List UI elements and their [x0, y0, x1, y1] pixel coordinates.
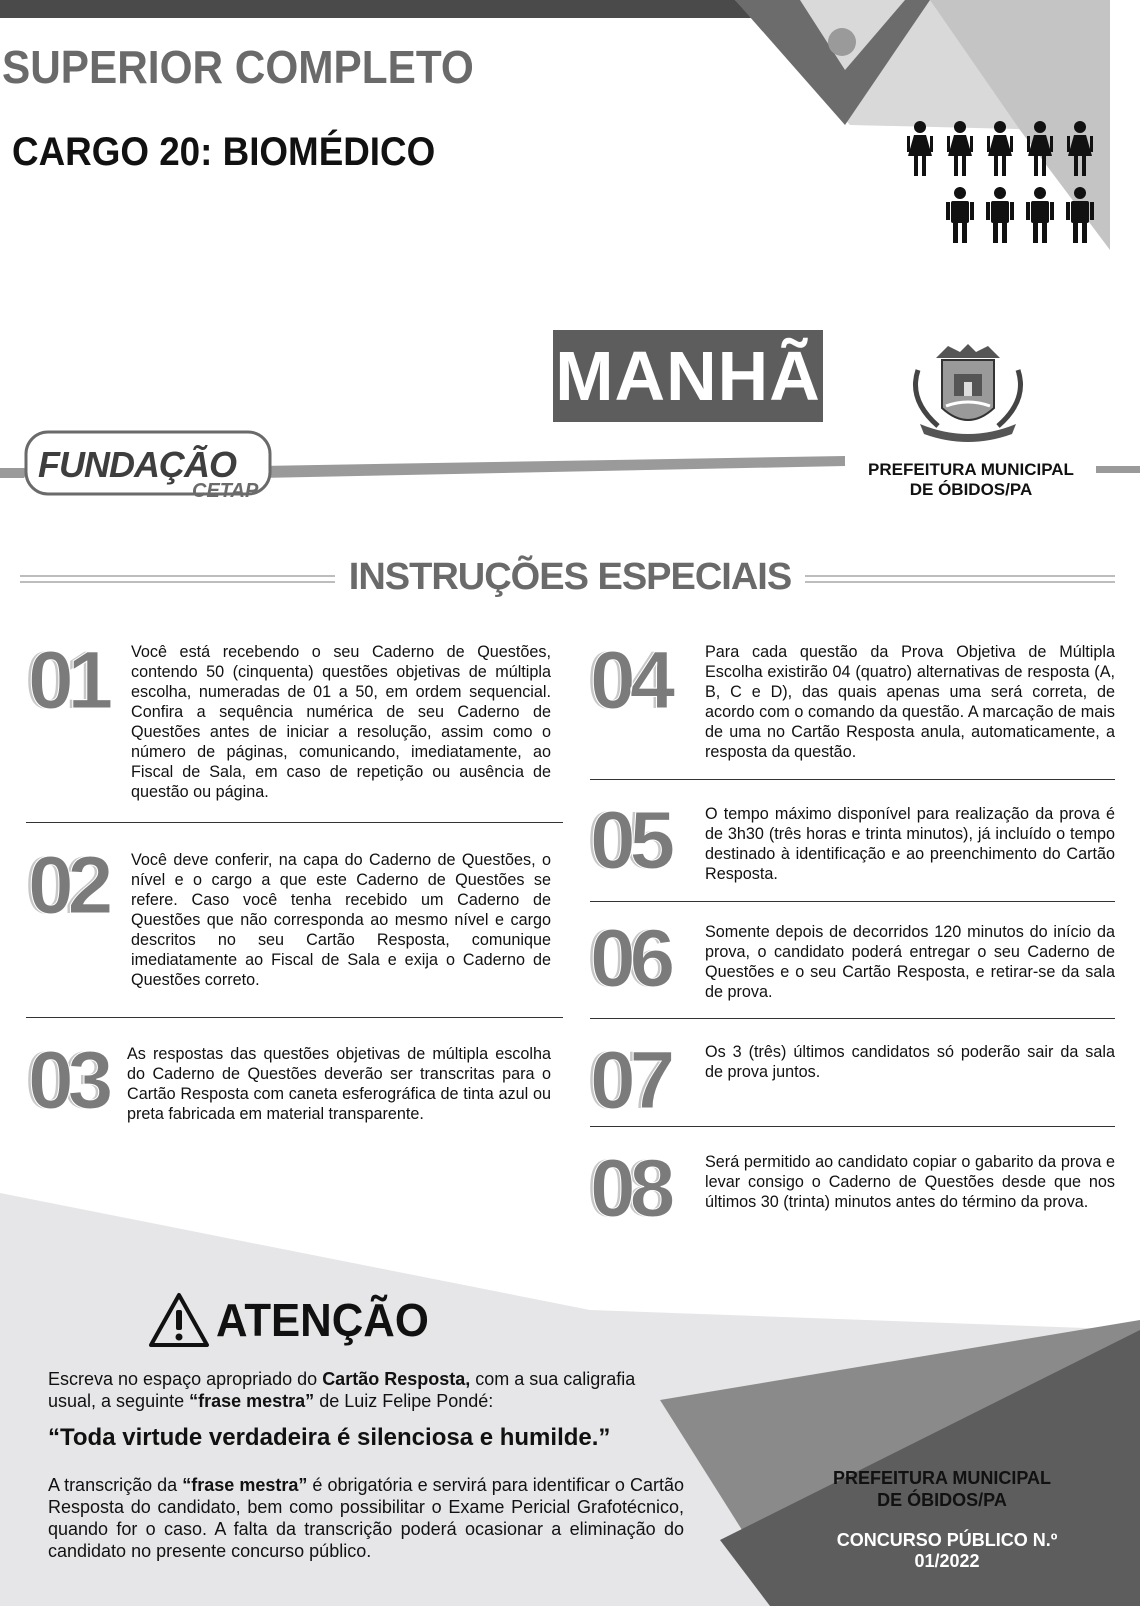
instruction-text: Você está recebendo o seu Caderno de Questões, contendo 50 (cinquenta) questões objetivas de múltipla escolha, numeradas de 01 a 50, em ordem sequencial. Confira a sequência numérica de seu Caderno de Questões antes de iniciar a resolução, assim como o número de páginas, comunicando, imediatamente, ao Fiscal de Sala, em caso de repetição ou ausência de questão ou página.	[131, 643, 551, 801]
item-number: 01	[28, 635, 108, 726]
woman-icon	[905, 120, 935, 178]
attention-text: com a sua caligrafia usual, a seguinte	[48, 1369, 636, 1411]
instruction-text: Você deve conferir, na capa do Caderno de Questões, o nível e o cargo a que este Caderno de Questões se refere. Caso você tenha recebido um Caderno de Questões que não corresponda ao mesmo nível e cargo descritos no seu Cartão Resposta, comunique imediatamente ao Fiscal de Sala e exija o Caderno de Questões correto.	[131, 851, 551, 989]
man-icon	[1025, 186, 1055, 244]
frase-mestra: “Toda virtude verdadeira é silenciosa e humilde.”	[48, 1424, 611, 1451]
instruction-text: As respostas das questões objetivas de múltipla escolha do Caderno de Questões deverão ser transcritas para o Cartão Resposta com caneta esferográfica de tinta azul ou preta fabricada em material transparente.	[127, 1045, 551, 1123]
prefeitura-line1: PREFEITURA MUNICIPAL	[868, 460, 1074, 479]
attention-text: é obrigatória e servirá para identificar o Cartão Resposta do candidato, bem como possibilitar o Exame Pericial Grafotécnico, quando for o caso. A falta da transcrição poderá ocasionar a eliminação do candidato no presente concurso público.	[48, 1475, 684, 1561]
divider	[590, 1018, 1115, 1019]
item-number: 06	[590, 913, 670, 1004]
divider	[26, 1017, 563, 1018]
man-icon	[945, 186, 975, 244]
attention-title	[148, 1292, 440, 1348]
attention-bold: “frase mestra”	[182, 1475, 308, 1495]
item-number: 05	[590, 795, 670, 886]
divider	[590, 1126, 1115, 1127]
instruction-text: Os 3 (três) últimos candidatos só poderão sair da sala de prova juntos.	[705, 1043, 1115, 1081]
instruction-text: O tempo máximo disponível para realização da prova é de 3h30 (três horas e trinta minutos), já incluído o tempo destinado à identificação e ao preenchimento do Cartão Resposta.	[705, 805, 1115, 883]
cargo-title: CARGO 20: BIOMÉDICO	[12, 130, 436, 174]
attention-note	[48, 1474, 684, 1562]
divider	[590, 901, 1115, 902]
footer-prefeitura	[818, 1467, 1066, 1511]
footer-concurso: CONCURSO PÚBLICO N.º 01/2022	[836, 1530, 1058, 1571]
item-number: 08	[590, 1143, 670, 1234]
footer-pref-line1: PREFEITURA MUNICIPAL	[833, 1468, 1051, 1488]
logo-fundacao: FUNDAÇÃO	[38, 444, 236, 485]
logo-cetap: CETAP	[192, 480, 259, 502]
attention-bold: “frase mestra”	[189, 1391, 315, 1411]
attention-text: A transcrição da	[48, 1475, 183, 1495]
woman-icon	[985, 120, 1015, 178]
man-icon	[1065, 186, 1095, 244]
prefeitura-line2: DE ÓBIDOS/PA	[909, 480, 1033, 499]
divider	[590, 779, 1115, 780]
decor-dot	[828, 28, 856, 56]
attention-text: de Luiz Felipe Pondé:	[314, 1391, 494, 1411]
attention-word: ATENÇÃO	[216, 1294, 429, 1346]
man-icon	[985, 186, 1015, 244]
footer-pref-line2: DE ÓBIDOS/PA	[877, 1490, 1007, 1510]
shift-badge: MANHÃ	[553, 330, 823, 422]
divider	[26, 822, 563, 823]
instructions-heading-text: INSTRUÇÕES ESPECIAIS	[335, 556, 805, 598]
instruction-text: Para cada questão da Prova Objetiva de Múltipla Escolha existirão 04 (quatro) alternativas de resposta (A, B, C e D), das quais apenas uma será correta, de acordo com o comando da questão. A marcação de mais de uma no Cartão Resposta anula, automaticamente, a resposta da questão.	[705, 643, 1115, 761]
woman-icon	[945, 120, 975, 178]
attention-instruction	[48, 1368, 688, 1412]
item-number: 07	[590, 1035, 670, 1126]
level-title: SUPERIOR COMPLETO	[2, 41, 474, 93]
instruction-text: Será permitido ao candidato copiar o gabarito da prova e levar consigo o Caderno de Questões desde que nos últimos 30 (trinta) minutos antes do término da prova.	[705, 1153, 1115, 1211]
prefeitura-label	[866, 460, 1076, 500]
instruction-text: Somente depois de decorridos 120 minutos do início da prova, o candidato poderá entregar o seu Caderno de Questões e o seu Cartão Resposta, e retirar-se da sala de prova.	[705, 923, 1115, 1001]
warning-icon	[148, 1292, 210, 1348]
woman-icon	[1025, 120, 1055, 178]
woman-icon	[1065, 120, 1095, 178]
item-number: 03	[28, 1035, 108, 1126]
prefeitura-rule	[1096, 466, 1140, 473]
logo-band-stripe	[260, 456, 845, 478]
people-icons	[905, 120, 1105, 252]
item-number: 02	[28, 840, 108, 931]
item-number: 04	[590, 635, 670, 726]
municipal-crest-icon	[898, 340, 1038, 450]
attention-bold: Cartão Resposta,	[322, 1369, 471, 1389]
attention-text: Escreva no espaço apropriado do	[48, 1369, 323, 1389]
instructions-heading	[0, 556, 1140, 599]
